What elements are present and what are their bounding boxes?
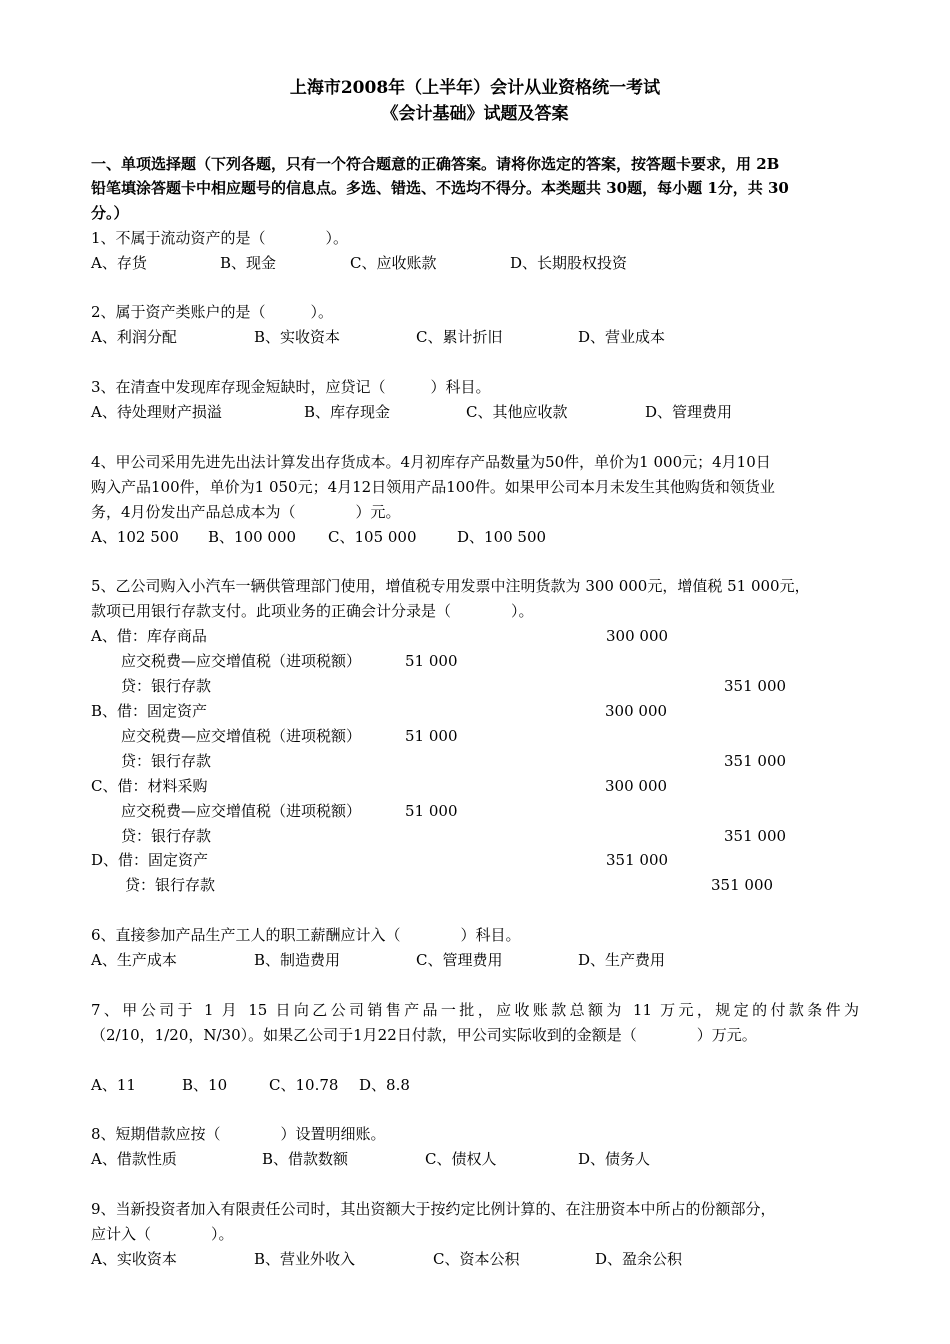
question-3-option-c: C、其他应收款 <box>466 403 568 421</box>
question-4-option-b: B、100 000 <box>208 528 297 546</box>
q5-option-b-tax-amount: 51 000 <box>405 727 458 745</box>
q5-option-c-credit-amount: 351 000 <box>724 827 787 845</box>
question-2-option-c: C、累计折旧 <box>416 328 503 346</box>
question-9-line2: 应计入（ ）。 <box>91 1225 234 1243</box>
q5-option-a-credit-amount: 351 000 <box>724 677 787 695</box>
question-7-option-a: A、11 <box>91 1076 136 1094</box>
question-8-option-a: A、借款性质 <box>91 1150 177 1168</box>
question-8-option-c: C、债权人 <box>425 1150 497 1168</box>
section-instruction-line1: 一、单项选择题（下列各题，只有一个符合题意的正确答案。请将你选定的答案，按答题卡要求，用 2B <box>91 155 780 173</box>
question-3-option-a: A、待处理财产损溢 <box>91 403 222 421</box>
q5-option-c-tax: 应交税费—应交增值税（进项税额） <box>121 802 362 820</box>
question-1-option-c: C、应收账款 <box>350 254 437 272</box>
question-8-stem: 8、短期借款应按（ ）设置明细账。 <box>91 1125 386 1143</box>
question-4-line3: 务，4月份发出产品总成本为（ ）元。 <box>91 503 401 521</box>
question-4-line2: 购入产品100件，单价为1 050元；4月12日领用产品100件。如果甲公司本月未发生其他购货和领货业 <box>91 478 775 496</box>
question-7-line2: （2/10，1/20，N/30）。如果乙公司于1月22日付款，甲公司实际收到的金额是（ ）万元。 <box>91 1026 757 1044</box>
q5-option-c-debit-amount: 300 000 <box>605 777 668 795</box>
question-1-option-b: B、现金 <box>220 254 277 272</box>
question-9-option-d: D、盈余公积 <box>595 1250 683 1268</box>
question-7-option-b: B、10 <box>182 1076 228 1094</box>
question-2-option-a: A、利润分配 <box>91 328 177 346</box>
question-4-line1: 4、甲公司采用先进先出法计算发出存货成本。4月初库存产品数量为50件，单价为1 000元；4月10日 <box>91 453 771 471</box>
question-3-stem: 3、在清查中发现库存现金短缺时，应贷记（ ）科目。 <box>91 378 491 396</box>
question-8-option-d: D、债务人 <box>578 1150 651 1168</box>
question-9-option-a: A、实收资本 <box>91 1250 177 1268</box>
q5-option-a-credit: 贷：银行存款 <box>121 677 212 695</box>
question-1-option-d: D、长期股权投资 <box>510 254 628 272</box>
question-2-option-b: B、实收资本 <box>254 328 341 346</box>
question-9-line1: 9、当新投资者加入有限责任公司时，其出资额大于按约定比例计算的、在注册资本中所占的份额部分， <box>91 1200 776 1218</box>
document-subtitle: 《会计基础》试题及答案 <box>381 104 569 124</box>
q5-option-d-credit-amount: 351 000 <box>711 876 774 894</box>
q5-option-b-tax: 应交税费—应交增值税（进项税额） <box>121 727 362 745</box>
q5-option-b-credit-amount: 351 000 <box>724 752 787 770</box>
question-6-option-d: D、生产费用 <box>578 951 666 969</box>
q5-option-b-credit: 贷：银行存款 <box>121 752 212 770</box>
question-4-option-d: D、100 500 <box>457 528 547 546</box>
question-6-stem: 6、直接参加产品生产工人的职工薪酬应计入（ ）科目。 <box>91 926 521 944</box>
document-title: 上海市2008年（上半年）会计从业资格统一考试 <box>289 78 661 98</box>
q5-option-d-credit: 贷：银行存款 <box>125 876 216 894</box>
question-6-option-b: B、制造费用 <box>254 951 341 969</box>
question-2-option-d: D、营业成本 <box>578 328 666 346</box>
section-instruction-line3: 分。） <box>91 204 129 222</box>
question-3-option-b: B、库存现金 <box>304 403 391 421</box>
q5-option-b-debit: B、借：固定资产 <box>91 702 208 720</box>
q5-option-a-tax: 应交税费—应交增值税（进项税额） <box>121 652 362 670</box>
question-6-option-c: C、管理费用 <box>416 951 503 969</box>
question-5-line1: 5、乙公司购入小汽车一辆供管理部门使用，增值税专用发票中注明货款为 300 000元，增值税 51 000元， <box>91 577 810 595</box>
question-6-option-a: A、生产成本 <box>91 951 177 969</box>
question-4-option-a: A、102 500 <box>91 528 179 546</box>
question-8-option-b: B、借款数额 <box>262 1150 349 1168</box>
question-4-option-c: C、105 000 <box>328 528 417 546</box>
question-2-stem: 2、属于资产类账户的是（ ）。 <box>91 303 334 321</box>
question-3-option-d: D、管理费用 <box>645 403 733 421</box>
q5-option-c-tax-amount: 51 000 <box>405 802 458 820</box>
q5-option-a-debit-amount: 300 000 <box>606 627 669 645</box>
question-7-line1: 7、甲公司于 1 月 15 日向乙公司销售产品一批，应收账款总额为 11 万元，规定的付款条件为 <box>91 1001 859 1019</box>
q5-option-a-debit: A、借：库存商品 <box>91 627 207 645</box>
question-9-option-c: C、资本公积 <box>433 1250 520 1268</box>
section-instruction-line2: 铅笔填涂答题卡中相应题号的信息点。多选、错选、不选均不得分。本类题共 30题，每小题 1分，共 30 <box>91 179 789 197</box>
q5-option-a-tax-amount: 51 000 <box>405 652 458 670</box>
q5-option-c-credit: 贷：银行存款 <box>121 827 212 845</box>
q5-option-d-debit-amount: 351 000 <box>606 851 669 869</box>
question-7-option-c: C、10.78 <box>269 1076 339 1094</box>
q5-option-d-debit: D、借：固定资产 <box>91 851 209 869</box>
question-1-option-a: A、存货 <box>91 254 147 272</box>
question-7-option-d: D、8.8 <box>359 1076 410 1094</box>
q5-option-c-debit: C、借：材料采购 <box>91 777 208 795</box>
q5-option-b-debit-amount: 300 000 <box>605 702 668 720</box>
question-9-option-b: B、营业外收入 <box>254 1250 356 1268</box>
question-5-line2: 款项已用银行存款支付。此项业务的正确会计分录是（ ）。 <box>91 602 534 620</box>
question-1-stem: 1、不属于流动资产的是（ ）。 <box>91 229 349 247</box>
